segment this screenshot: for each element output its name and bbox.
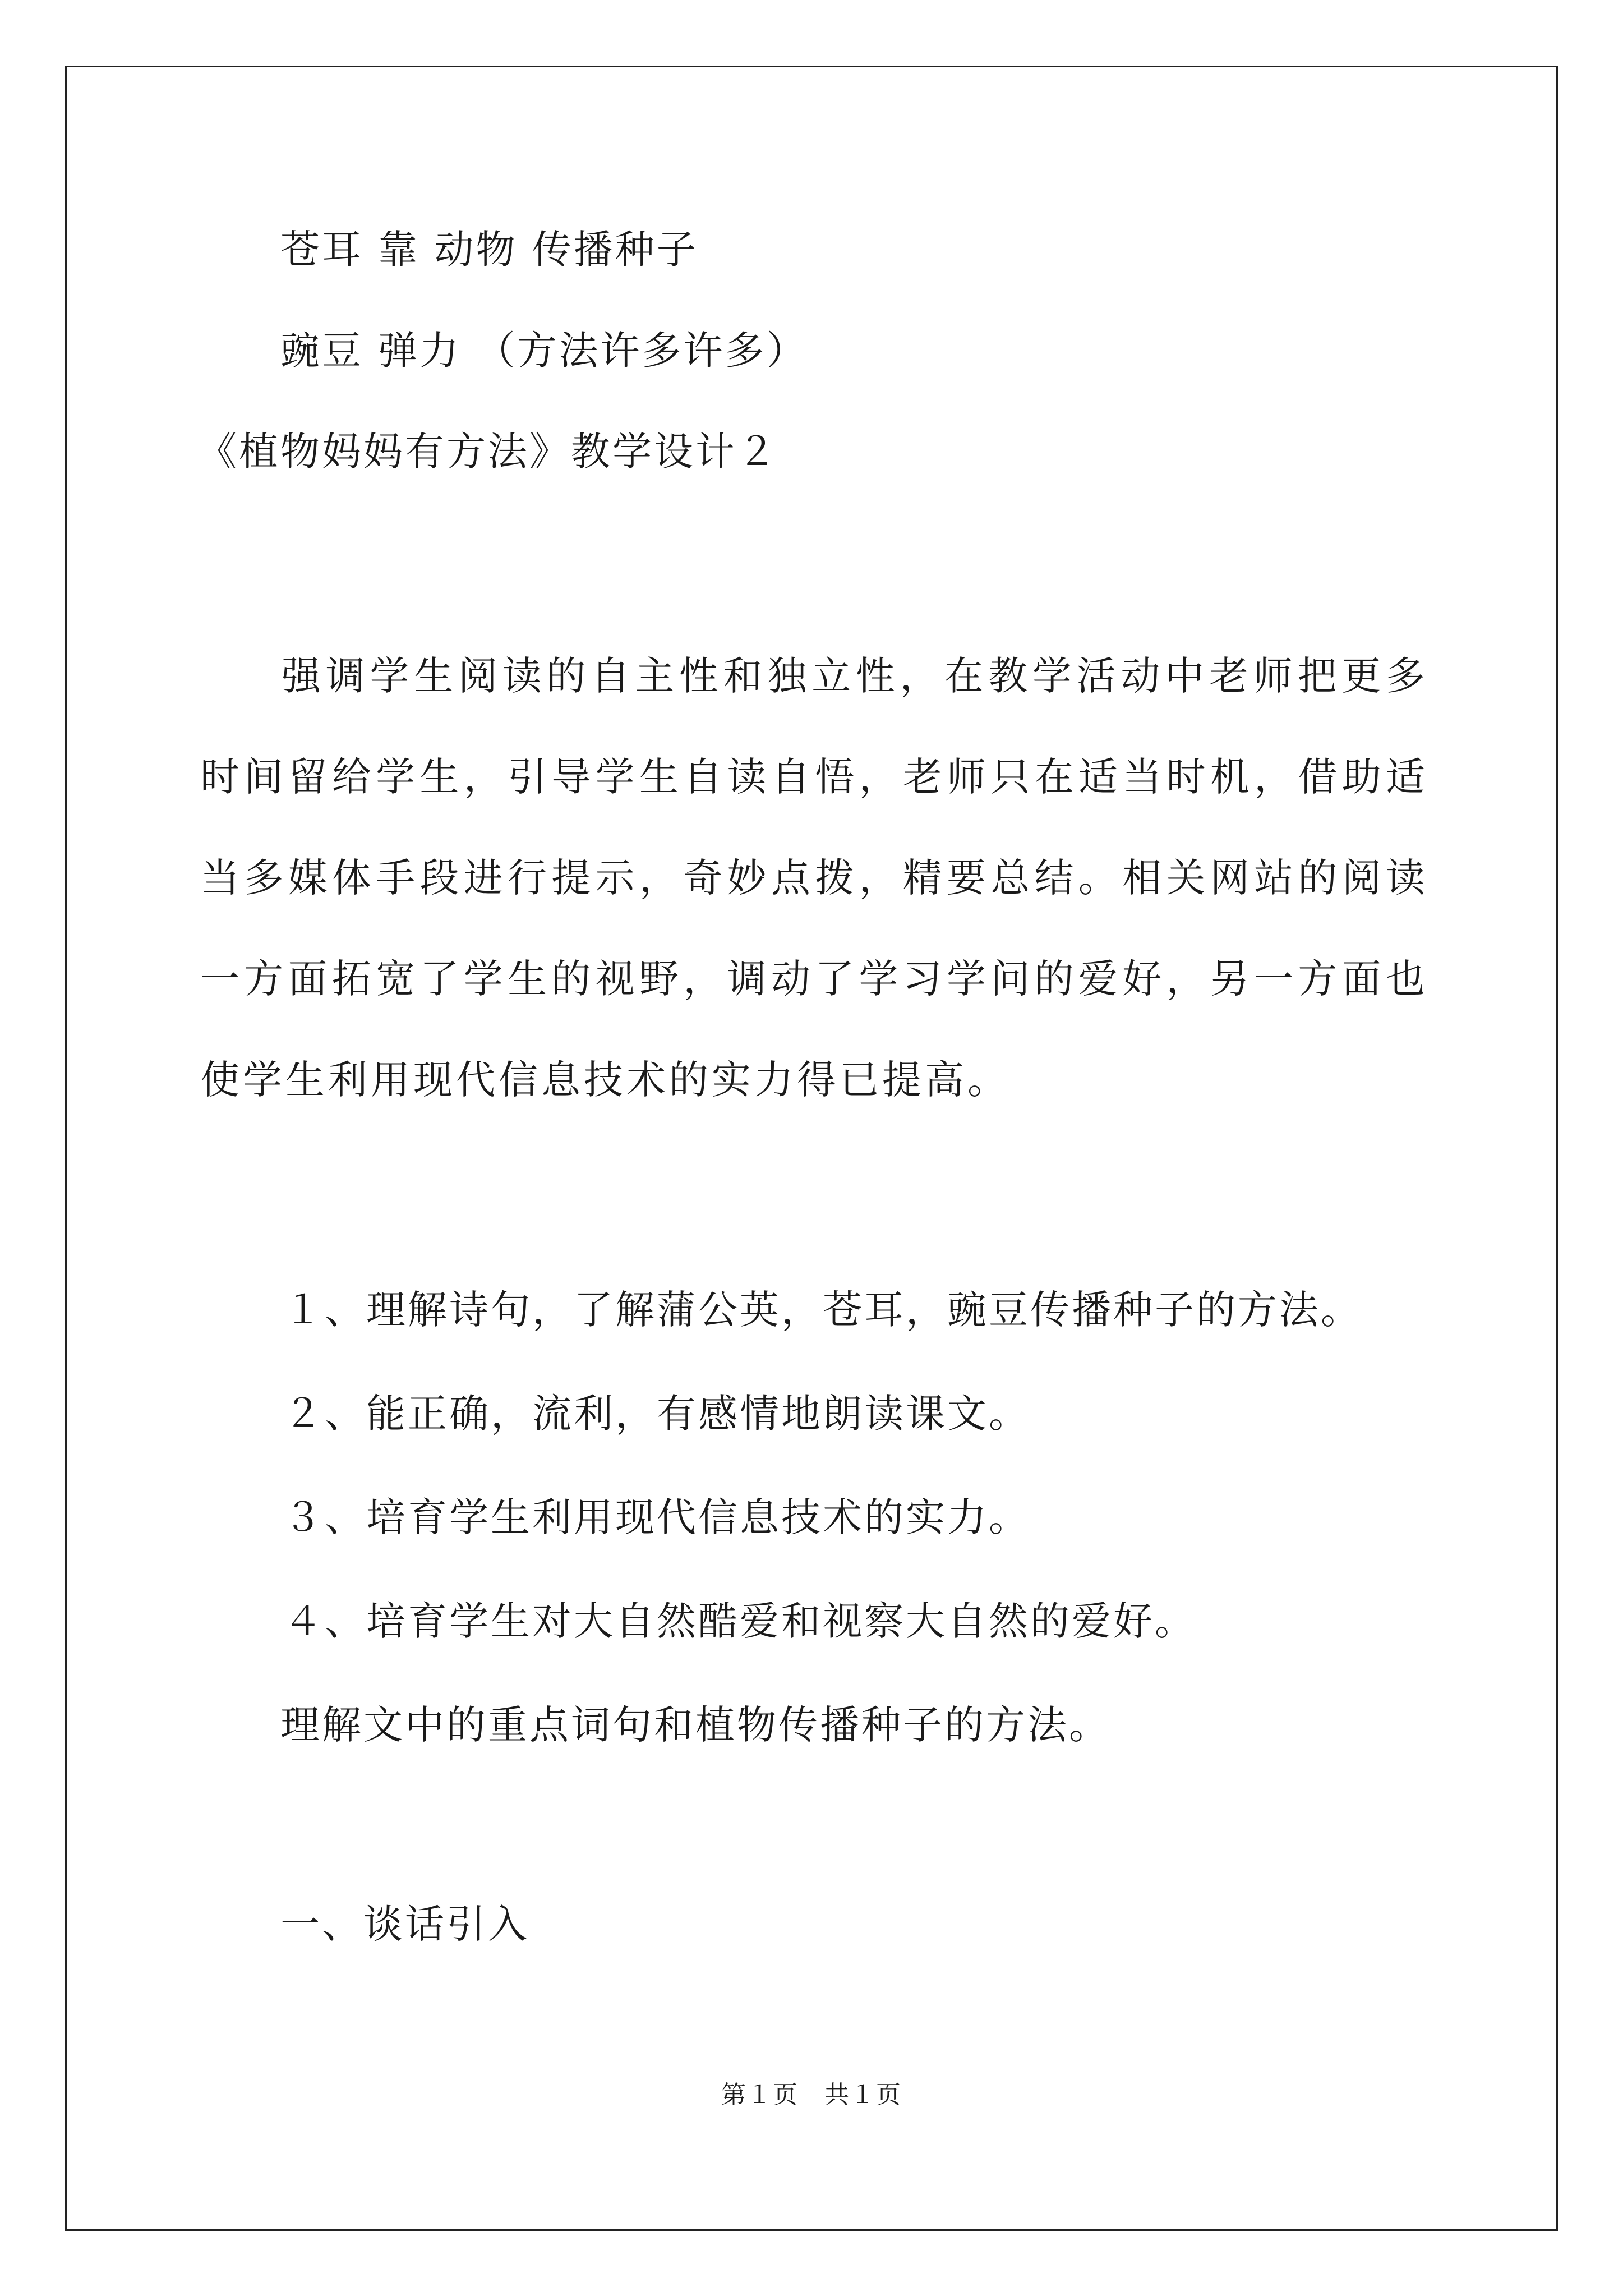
objective-1: １、理解诗句，了解蒲公英，苍耳，豌豆传播种子的方法。 [283, 1287, 1362, 1333]
objective-4: ４、培育学生对大自然酷爱和视察大自然的爱好。 [283, 1598, 1196, 1644]
objective-3: ３、培育学生利用现代信息技术的实力。 [283, 1494, 1030, 1540]
key-point: 理解文中的重点词句和植物传播种子的方法。 [280, 1702, 1110, 1748]
text-line-wan-dou: 豌豆 弹力 （方法许多许多） [280, 328, 808, 374]
section-heading: 一、谈话引入 [280, 1901, 529, 1947]
design-title: 《植物妈妈有方法》教学设计２ [197, 429, 778, 475]
objective-2: ２、能正确，流利，有感情地朗读课文。 [283, 1391, 1030, 1437]
page-number-footer: 第１页 共１页 [721, 2081, 902, 2109]
text-line-cang-er: 苍耳 靠 动物 传播种子 [280, 227, 698, 273]
intro-paragraph: 强调学生阅读的自主性和独立性，在教学活动中老师把更多时间留给学生，引导学生自读自悟，老师只在适当时机，借助适当多媒体手段进行提示，奇妙点拨，精要总结。相关网站的阅读一方面拓宽了学生的视野，调动了学习学问的爱好，另一方面也使学生利用现代信息技术的实力得已提高。 [200, 653, 1428, 1103]
